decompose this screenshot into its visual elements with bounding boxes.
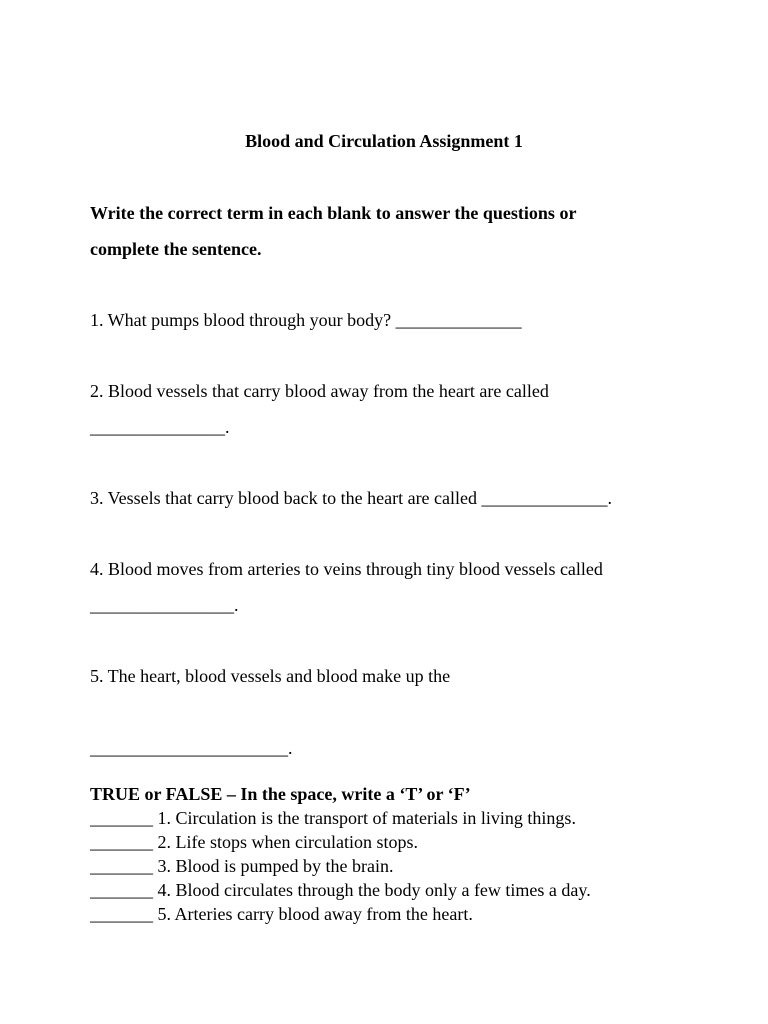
true-false-list (90, 806, 591, 926)
instructions-line-1: Write the correct term in each blank to answer the questions or (90, 203, 577, 223)
question-4-line-2: ________________. (90, 595, 239, 615)
question-3: 3. Vessels that carry blood back to the heart are called ______________. (90, 488, 613, 508)
question-5-line-1: 5. The heart, blood vessels and blood make up the (90, 666, 451, 686)
question-5-line-2: ______________________. (90, 738, 293, 758)
question-1: 1. What pumps blood through your body? ______________ (90, 310, 522, 330)
true-false-item: _______ 3. Blood is pumped by the brain. (90, 856, 394, 876)
question-4-line-1: 4. Blood moves from arteries to veins through tiny blood vessels called (90, 559, 603, 579)
question-2-line-1: 2. Blood vessels that carry blood away from the heart are called (90, 381, 549, 401)
true-false-item: _______ 2. Life stops when circulation stops. (90, 832, 418, 852)
true-false-item: _______ 5. Arteries carry blood away from the heart. (90, 904, 473, 924)
true-false-item: _______ 4. Blood circulates through the body only a few times a day. (90, 880, 591, 900)
true-false-item: _______ 1. Circulation is the transport of materials in living things. (90, 808, 576, 828)
true-false-heading: TRUE or FALSE – In the space, write a ‘T’ or ‘F’ (90, 784, 471, 804)
question-2-line-2: _______________. (90, 417, 230, 437)
page-title: Blood and Circulation Assignment 1 (245, 131, 523, 151)
instructions-line-2: complete the sentence. (90, 239, 262, 259)
